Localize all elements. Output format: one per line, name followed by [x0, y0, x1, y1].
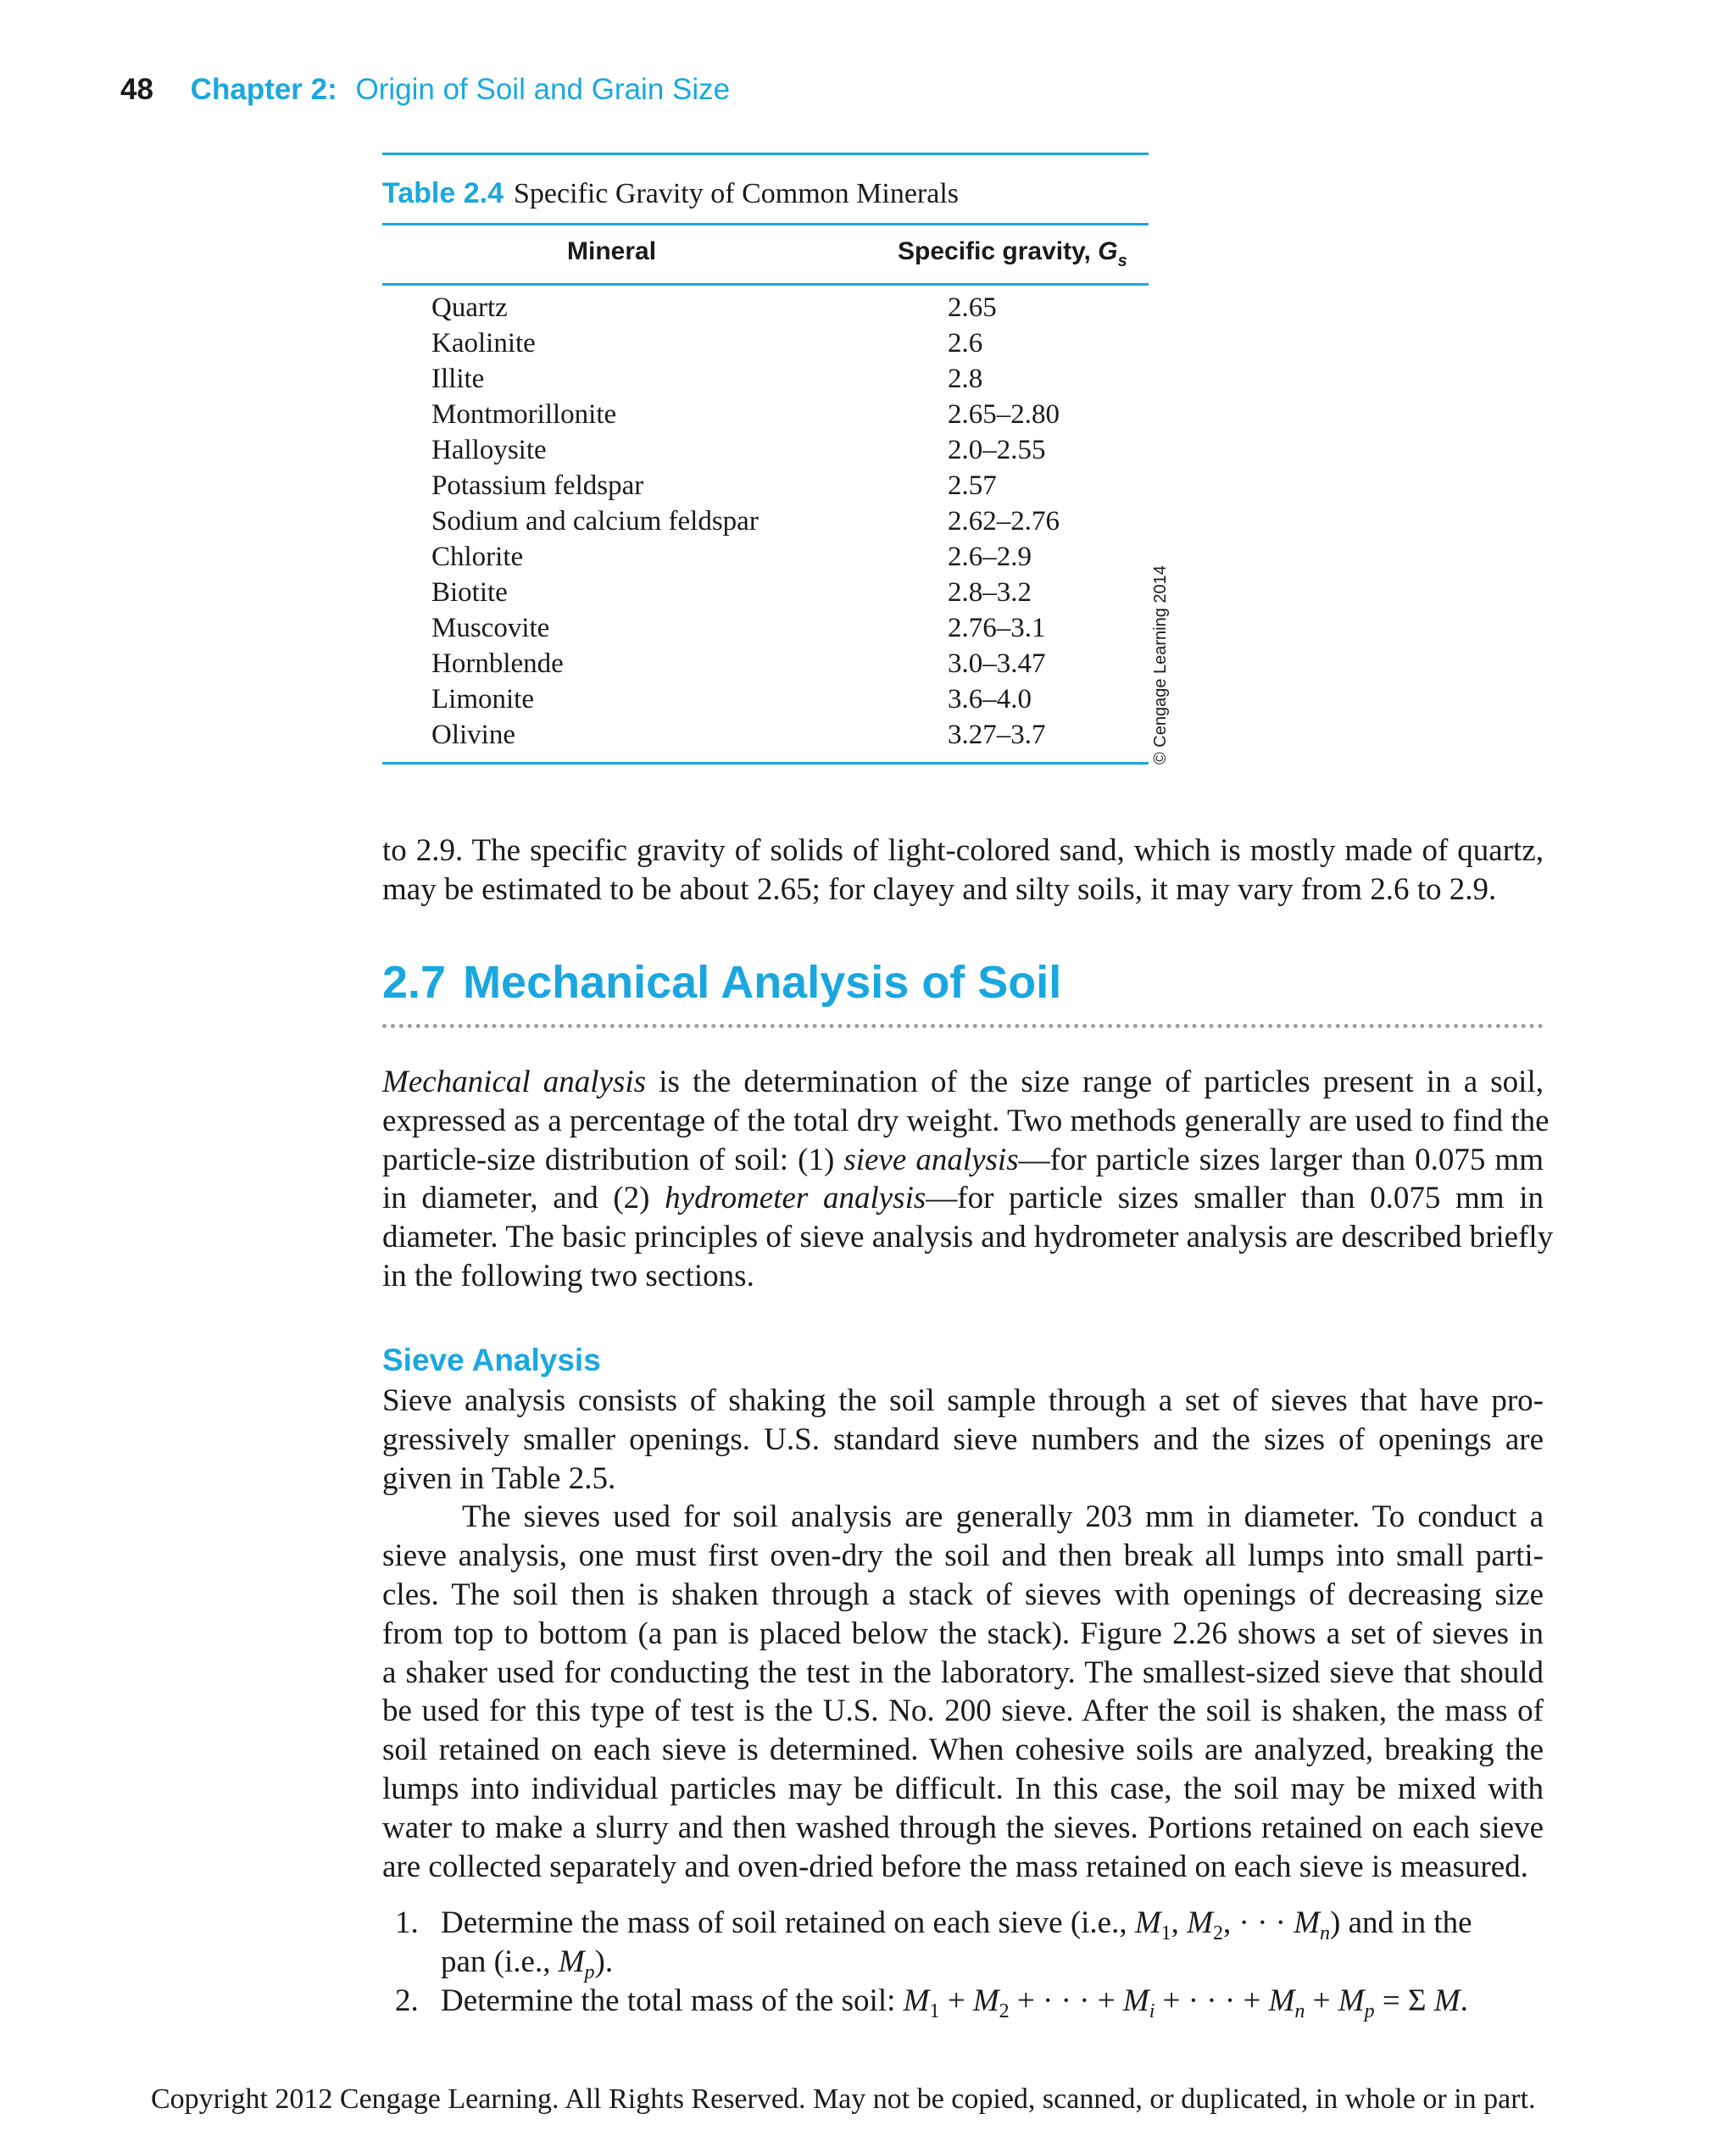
table-specific-gravity	[382, 153, 1149, 765]
specific-gravity-value: 3.6–4.0	[948, 684, 1032, 715]
specific-gravity-value: 2.6–2.9	[948, 542, 1032, 572]
column-header-specific-gravity: Specific gravity, $G_s$	[898, 237, 1127, 270]
table-bottom-rule	[382, 762, 1149, 765]
mineral-name: Chlorite	[431, 542, 524, 572]
section-heading	[382, 956, 1061, 1009]
specific-gravity-value: 2.8–3.2	[948, 577, 1032, 608]
specific-gravity-value: 2.62–2.76	[948, 506, 1060, 537]
section-number: 2.7	[382, 957, 447, 1008]
specific-gravity-value: 2.0–2.55	[948, 435, 1046, 465]
mineral-name: Quartz	[431, 292, 508, 323]
mechanical-analysis-paragraph: Mechanical analysis is the determination of the size range of particles present in a soil, expressed as a percentage of the total dry weight. Two methods generally are used to find the particle-size distribution of soil: (1) sieve analysis—for particle sizes larger than 0.075 mm in diameter, and (2) hydrometer analysis—for particle sizes smaller than 0.075 mm in diameter. The basic principles of sieve analysis and hydrometer analysis are described briefly in the following two sections.	[382, 1065, 1554, 1293]
specific-gravity-value: 3.0–3.47	[948, 648, 1046, 679]
table-credit: © Cengage Learning 2014	[1151, 565, 1170, 765]
mineral-name: Sodium and calcium feldspar	[431, 506, 759, 537]
table-label: Table 2.4	[382, 177, 504, 209]
table-body	[382, 286, 1149, 762]
table-row	[382, 399, 1149, 435]
emphasis-term: hydrometer analysis	[665, 1181, 926, 1216]
table-row	[382, 364, 1149, 399]
table-row	[382, 292, 1149, 328]
section-divider	[382, 1024, 1544, 1028]
table-row	[382, 470, 1149, 506]
table-row	[382, 684, 1149, 720]
gs-symbol: $G_s$	[1098, 237, 1127, 270]
table-row	[382, 435, 1149, 470]
table-header-row	[382, 225, 1149, 283]
specific-gravity-value: 2.65	[948, 292, 997, 323]
specific-gravity-value: 2.6	[948, 328, 983, 359]
mineral-name: Limonite	[431, 684, 534, 715]
list-item: 1. Determine the mass of soil retained on each sieve (i.e., $M_1$, $M_2$, · · · $M_n$) and in the pan (i.e., $M_p$).	[395, 1905, 1472, 1983]
mineral-name: Muscovite	[431, 613, 550, 643]
section-title: Mechanical Analysis of Soil	[463, 957, 1062, 1008]
specific-gravity-value: 2.65–2.80	[948, 399, 1060, 430]
table-row	[382, 720, 1149, 755]
table-row	[382, 328, 1149, 364]
table-row	[382, 506, 1149, 542]
chapter-title: Origin of Soil and Grain Size	[355, 73, 731, 106]
mineral-name: Olivine	[431, 720, 515, 750]
subsection-heading: Sieve Analysis	[382, 1343, 601, 1377]
table-row	[382, 577, 1149, 613]
sieve-analysis-paragraph: Sieve analysis consists of shaking the soil sample through a set of sieves that have pro- gressively smaller openings. U.S. standard sieve numbers and the sizes of openings are given in Table 2.5. The sieves used for soil analysis are generally 203 mm in diameter. To conduct a sieve analysis, one must first oven-dry the soil and then break all lumps into small parti- cles. The soil then is shaken through a stack of sieves with openings of decreasing size from top to bottom (a pan is placed below the stack). Figure 2.26 shows a set of sieves in a shaker used for conducting the test in the laboratory. The smallest-sized sieve that should be used for this type of test is the U.S. No. 200 sieve. After the soil is shaken, the mass of soil retained on each sieve is determined. When cohesive soils are analyzed, breaking the lumps into individual particles may be difficult. In this case, the soil may be mixed with water to make a slurry and then washed through the sieves. Portions retained on each sieve are collected separately and oven-dried before the mass retained on each sieve is measured.	[382, 1383, 1544, 1884]
procedure-steps	[395, 1904, 1544, 2020]
intro-paragraph: to 2.9. The specific gravity of solids of light-colored sand, which is mostly made of quartz, may be estimated to be about 2.65; for clayey and silty soils, it may vary from 2.6 to 2.9.	[382, 833, 1544, 907]
table-row	[382, 613, 1149, 648]
table-top-rule	[382, 153, 1149, 155]
specific-gravity-value: 2.57	[948, 470, 997, 501]
mineral-name: Halloysite	[431, 435, 547, 465]
table-row	[382, 648, 1149, 684]
emphasis-term: sieve analysis	[843, 1142, 1019, 1177]
copyright-footer: Copyright 2012 Cengage Learning. All Rights Reserved. May not be copied, scanned, or duplicated, in whole or in part.	[151, 2083, 1536, 2115]
page-number: 48	[120, 73, 153, 106]
mineral-name: Kaolinite	[431, 328, 536, 359]
mineral-name: Biotite	[431, 577, 508, 608]
table-row	[382, 542, 1149, 577]
table-caption	[382, 177, 1149, 223]
mineral-name: Hornblende	[431, 648, 564, 679]
running-header	[120, 73, 730, 107]
mineral-name: Potassium feldspar	[431, 470, 644, 501]
emphasis-term: Mechanical analysis	[382, 1065, 647, 1099]
column-header-mineral: Mineral	[567, 237, 657, 265]
chapter-label: Chapter 2:	[190, 73, 337, 106]
specific-gravity-value: 3.27–3.7	[948, 720, 1046, 750]
table-title: Specific Gravity of Common Minerals	[514, 178, 960, 209]
list-item: 2. Determine the total mass of the soil: $M_1 + M_2$ + · · · + $M_i$ + · · · + $M_n + M_p = \Sigma$ M.	[395, 1983, 1468, 2022]
specific-gravity-value: 2.76–3.1	[948, 613, 1046, 643]
mineral-name: Illite	[431, 364, 485, 394]
specific-gravity-value: 2.8	[948, 364, 983, 394]
mineral-name: Montmorillonite	[431, 399, 617, 430]
